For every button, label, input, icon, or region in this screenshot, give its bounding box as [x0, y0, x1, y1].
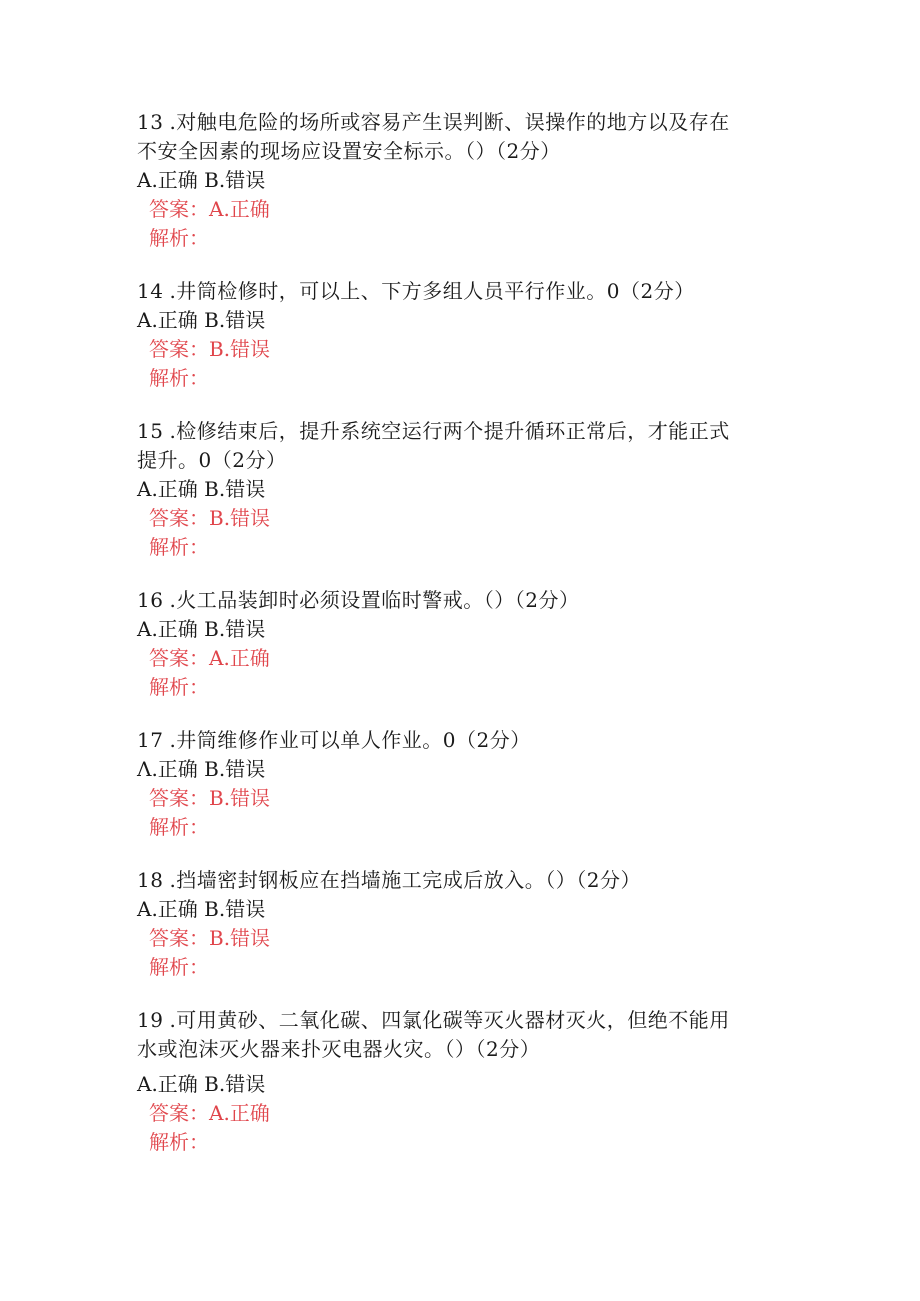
document-page — [137, 108, 777, 1157]
question-19 — [137, 1006, 777, 1157]
question-answer: 答案：B.错误 — [149, 926, 271, 950]
question-line-1: .挡墙密封钢板应在挡墙施工完成后放入。（）（2分） — [169, 868, 642, 892]
question-text — [137, 108, 777, 137]
question-options: A.正确 B.错误 — [137, 168, 266, 192]
question-line-1: .检修结束后，提升系统空运行两个提升循环正常后，才能正式 — [169, 419, 730, 443]
question-options: A.正确 B.错误 — [137, 308, 266, 332]
question-answer: 答案：B.错误 — [149, 786, 271, 810]
question-options: A.正确 B.错误 — [137, 897, 266, 921]
question-line-1: .井筒检修时，可以上、下方多组人员平行作业。0（2分） — [169, 279, 695, 303]
question-line-1: .对触电危险的场所或容易产生误判断、误操作的地方以及存在 — [169, 110, 730, 134]
question-16 — [137, 586, 777, 702]
question-number: 18 — [137, 868, 164, 892]
question-18 — [137, 866, 777, 982]
question-answer: 答案：B.错误 — [149, 506, 271, 530]
question-15 — [137, 417, 777, 562]
question-line-1: .可用黄砂、二氧化碳、四氯化碳等灭火器材灭火，但绝不能用 — [169, 1008, 730, 1032]
question-text — [137, 417, 777, 446]
question-13 — [137, 108, 777, 253]
question-line-2: 不安全因素的现场应设置安全标示。（）（2分） — [137, 139, 561, 163]
question-number: 16 — [137, 588, 164, 612]
question-text — [137, 726, 777, 755]
question-options: A.正确 B.错误 — [137, 1072, 266, 1096]
question-answer: 答案：A.正确 — [149, 1101, 270, 1125]
question-analysis: 解析： — [149, 535, 209, 559]
question-analysis: 解析： — [149, 955, 209, 979]
question-number: 17 — [137, 728, 164, 752]
question-text — [137, 586, 777, 615]
question-line-1: .井筒维修作业可以单人作业。0（2分） — [169, 728, 531, 752]
question-analysis: 解析： — [149, 1130, 209, 1154]
question-number: 13 — [137, 110, 164, 134]
question-answer: 答案：A.正确 — [149, 197, 270, 221]
question-options: A.正确 B.错误 — [137, 477, 266, 501]
question-17 — [137, 726, 777, 842]
question-analysis: 解析： — [149, 226, 209, 250]
question-line-2: 提升。0（2分） — [137, 448, 287, 472]
question-text — [137, 1006, 777, 1035]
question-text — [137, 866, 777, 895]
question-number: 14 — [137, 279, 164, 303]
question-analysis: 解析： — [149, 815, 209, 839]
question-options: A.正确 B.错误 — [137, 617, 266, 641]
question-text — [137, 277, 777, 306]
question-number: 15 — [137, 419, 164, 443]
question-line-2: 水或泡沫灭火器来扑灭电器火灾。（）（2分） — [137, 1037, 541, 1061]
question-answer: 答案：B.错误 — [149, 337, 271, 361]
question-line-1: .火工品装卸时必须设置临时警戒。（）（2分） — [169, 588, 580, 612]
question-analysis: 解析： — [149, 366, 209, 390]
question-options: Λ.正确 B.错误 — [137, 757, 266, 781]
question-number: 19 — [137, 1008, 164, 1032]
question-analysis: 解析： — [149, 675, 209, 699]
question-14 — [137, 277, 777, 393]
question-answer: 答案：A.正确 — [149, 646, 270, 670]
